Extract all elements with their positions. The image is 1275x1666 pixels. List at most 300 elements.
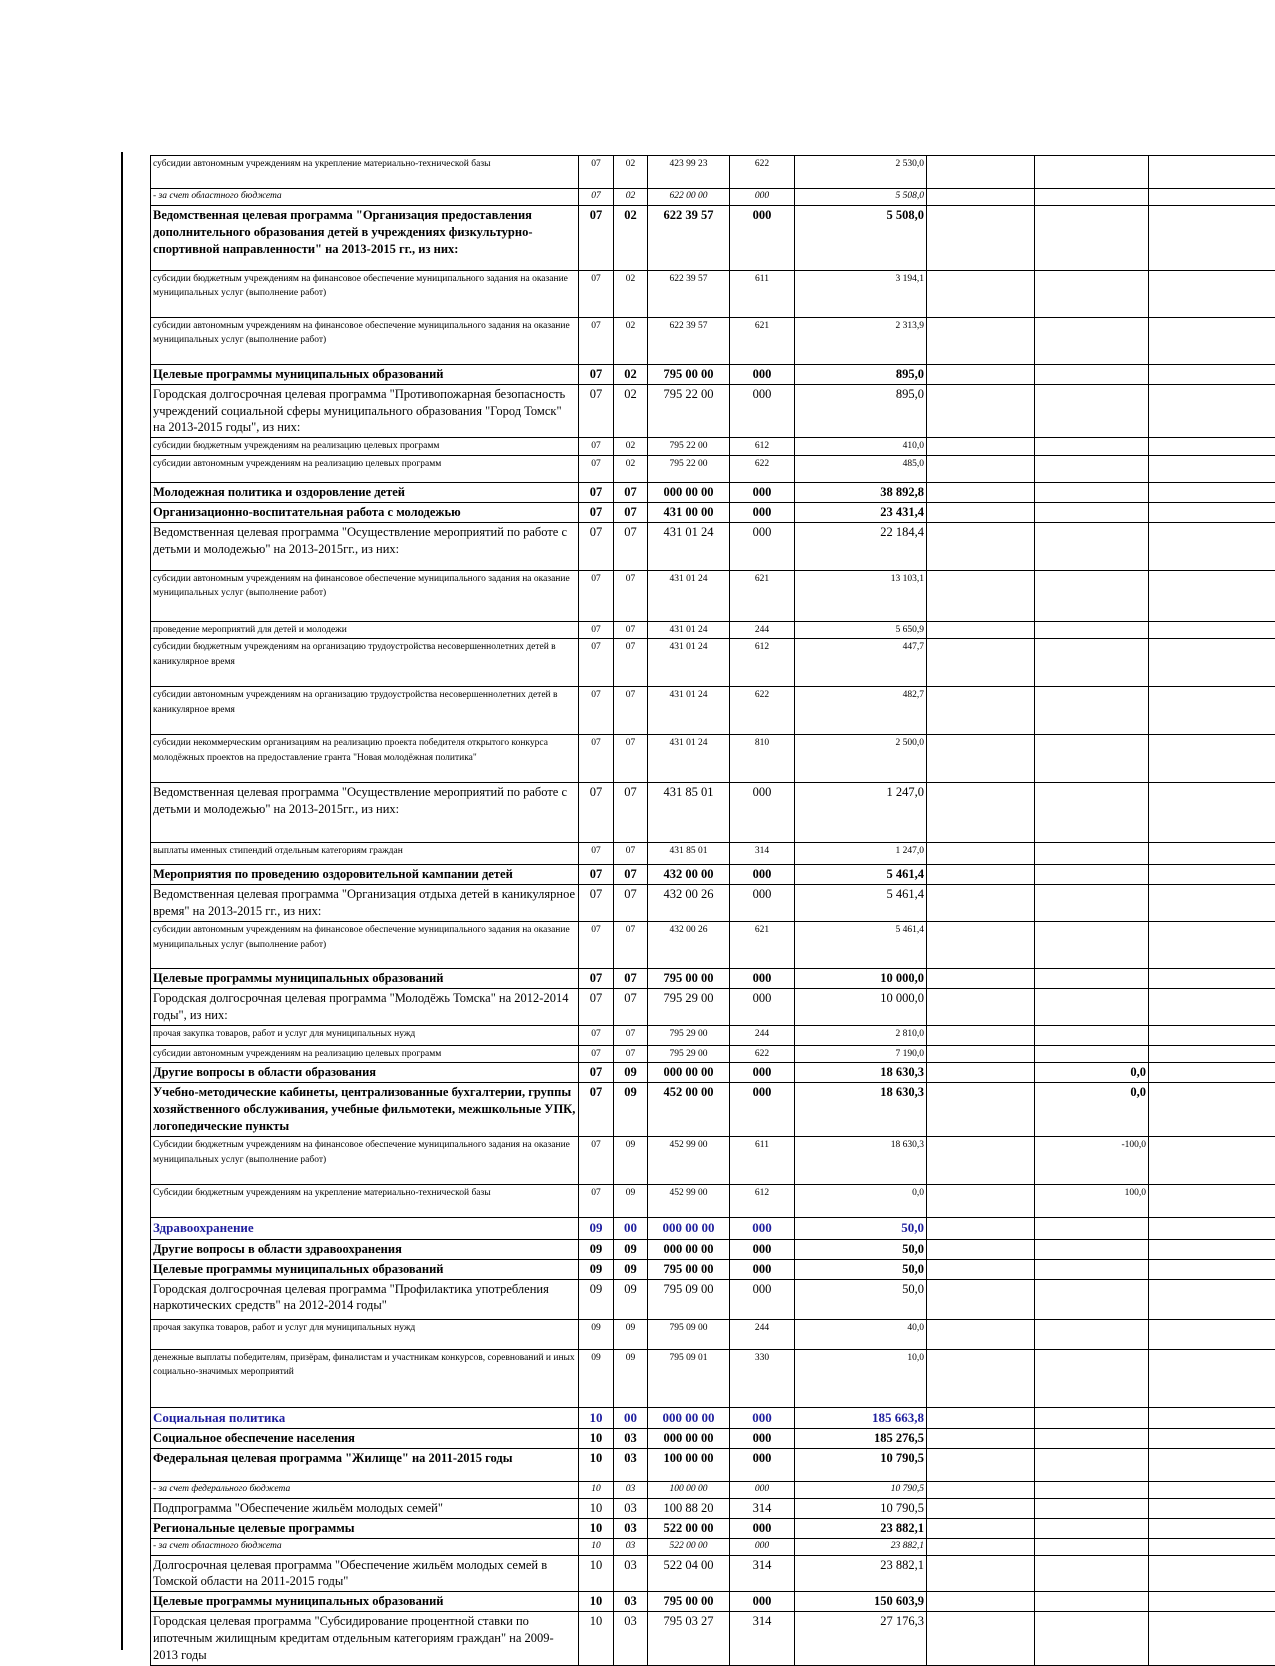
empty-cell: [1149, 364, 1275, 384]
table-row: [151, 1499, 1275, 1519]
row-name: Молодежная политика и оздоровление детей: [151, 482, 579, 502]
empty-cell: [1149, 1538, 1275, 1555]
subsection-code: 02: [614, 317, 648, 364]
expense-type-code: 000: [730, 865, 795, 885]
empty-cell: [927, 438, 1035, 456]
empty-cell: [927, 1279, 1035, 1319]
subsection-code: 02: [614, 270, 648, 317]
table-row: [151, 885, 1275, 922]
empty-cell: [1149, 969, 1275, 989]
empty-cell: [927, 1239, 1035, 1259]
row-name: Ведомственная целевая программа "Осуществление мероприятий по работе с детьми и молодежью" на 2013-2015гг., из них:: [151, 522, 579, 570]
amendment: [1035, 687, 1149, 735]
amendment: [1035, 317, 1149, 364]
expense-type-code: 000: [730, 1429, 795, 1449]
subsection-code: 09: [614, 1239, 648, 1259]
amount: 895,0: [795, 384, 927, 438]
target-article-code: 795 00 00: [648, 1592, 730, 1612]
empty-cell: [927, 502, 1035, 522]
amendment: [1035, 270, 1149, 317]
empty-cell: [927, 1538, 1035, 1555]
empty-cell: [927, 1217, 1035, 1239]
section-code: 07: [579, 482, 614, 502]
table-row: [151, 1217, 1275, 1239]
amount: 2 530,0: [795, 156, 927, 189]
amendment: [1035, 1449, 1149, 1482]
amendment: [1035, 570, 1149, 621]
target-article-code: 795 03 27: [648, 1612, 730, 1666]
section-code: 10: [579, 1592, 614, 1612]
row-name: прочая закупка товаров, работ и услуг для муниципальных нужд: [151, 1319, 579, 1349]
empty-cell: [1149, 1025, 1275, 1045]
section-code: 07: [579, 1184, 614, 1217]
table-row: [151, 364, 1275, 384]
amount: 185 276,5: [795, 1429, 927, 1449]
amendment: [1035, 455, 1149, 482]
row-name: Ведомственная целевая программа "Организация предоставления дополнительного образования детей в учреждениях физкультурно-спортивной направленности" на 2013-2015 гг., из них:: [151, 205, 579, 270]
section-code: 07: [579, 438, 614, 456]
table-row: [151, 969, 1275, 989]
subsection-code: 03: [614, 1482, 648, 1499]
expense-type-code: 611: [730, 270, 795, 317]
expense-type-code: 000: [730, 885, 795, 922]
target-article-code: 452 99 00: [648, 1184, 730, 1217]
empty-cell: [1149, 1217, 1275, 1239]
empty-cell: [1149, 1518, 1275, 1538]
empty-cell: [1149, 482, 1275, 502]
amount: 1 247,0: [795, 783, 927, 843]
table-row: [151, 1025, 1275, 1045]
table-row: [151, 639, 1275, 687]
empty-cell: [1149, 1063, 1275, 1083]
expense-type-code: 622: [730, 156, 795, 189]
amendment: [1035, 1279, 1149, 1319]
target-article-code: 795 22 00: [648, 384, 730, 438]
amount: 5 461,4: [795, 865, 927, 885]
expense-type-code: 000: [730, 1279, 795, 1319]
row-name: субсидии автономным учреждениям на финансовое обеспечение муниципального задания на оказание муниципальных услуг (выполнение работ): [151, 922, 579, 969]
amendment: [1035, 502, 1149, 522]
row-name: субсидии автономным учреждениям на финансовое обеспечение муниципального задания на оказание муниципальных услуг (выполнение работ): [151, 317, 579, 364]
empty-cell: [1149, 783, 1275, 843]
expense-type-code: 244: [730, 1319, 795, 1349]
expense-type-code: 810: [730, 735, 795, 783]
subsection-code: 09: [614, 1184, 648, 1217]
expense-type-code: 314: [730, 1612, 795, 1666]
row-name: прочая закупка товаров, работ и услуг для муниципальных нужд: [151, 1025, 579, 1045]
amendment: [1035, 189, 1149, 206]
expense-type-code: 000: [730, 969, 795, 989]
row-name: Региональные целевые программы: [151, 1518, 579, 1538]
table-row: [151, 1612, 1275, 1666]
table-row: [151, 988, 1275, 1025]
table-row: [151, 1449, 1275, 1482]
target-article-code: 622 39 57: [648, 270, 730, 317]
expense-type-code: 000: [730, 1592, 795, 1612]
empty-cell: [927, 1045, 1035, 1063]
empty-cell: [1149, 384, 1275, 438]
empty-cell: [1149, 1612, 1275, 1666]
amendment: [1035, 1025, 1149, 1045]
row-name: Социальная политика: [151, 1407, 579, 1429]
empty-cell: [1149, 1592, 1275, 1612]
subsection-code: 03: [614, 1449, 648, 1482]
subsection-code: 07: [614, 735, 648, 783]
empty-cell: [927, 1259, 1035, 1279]
amount: 40,0: [795, 1319, 927, 1349]
row-name: Мероприятия по проведению оздоровительной кампании детей: [151, 865, 579, 885]
empty-cell: [1149, 922, 1275, 969]
subsection-code: 00: [614, 1217, 648, 1239]
subsection-code: 07: [614, 1025, 648, 1045]
amendment: [1035, 783, 1149, 843]
target-article-code: 795 22 00: [648, 438, 730, 456]
table-row: [151, 156, 1275, 189]
amendment: 0,0: [1035, 1083, 1149, 1137]
empty-cell: [927, 384, 1035, 438]
empty-cell: [1149, 1349, 1275, 1407]
section-code: 10: [579, 1555, 614, 1592]
table-row: [151, 843, 1275, 865]
subsection-code: 02: [614, 205, 648, 270]
subsection-code: 07: [614, 502, 648, 522]
empty-cell: [1149, 1045, 1275, 1063]
expense-type-code: 000: [730, 1518, 795, 1538]
target-article-code: 000 00 00: [648, 1239, 730, 1259]
expense-type-code: 000: [730, 1407, 795, 1429]
target-article-code: 431 85 01: [648, 783, 730, 843]
row-name: субсидии автономным учреждениям на реализацию целевых программ: [151, 1045, 579, 1063]
amendment: [1035, 205, 1149, 270]
target-article-code: 795 09 01: [648, 1349, 730, 1407]
empty-cell: [927, 1499, 1035, 1519]
amendment: [1035, 1429, 1149, 1449]
row-name: Другие вопросы в области здравоохранения: [151, 1239, 579, 1259]
row-name: субсидии бюджетным учреждениям на финансовое обеспечение муниципального задания на оказание муниципальных услуг (выполнение работ): [151, 270, 579, 317]
row-name: Целевые программы муниципальных образований: [151, 364, 579, 384]
subsection-code: 07: [614, 865, 648, 885]
expense-type-code: 622: [730, 455, 795, 482]
section-code: 07: [579, 455, 614, 482]
amendment: [1035, 1592, 1149, 1612]
subsection-code: 03: [614, 1538, 648, 1555]
section-code: 07: [579, 687, 614, 735]
target-article-code: 431 85 01: [648, 843, 730, 865]
section-code: 07: [579, 783, 614, 843]
empty-cell: [927, 1555, 1035, 1592]
empty-cell: [1149, 502, 1275, 522]
target-article-code: 100 00 00: [648, 1482, 730, 1499]
amount: 10 790,5: [795, 1482, 927, 1499]
expense-type-code: 000: [730, 502, 795, 522]
row-name: Здравоохранение: [151, 1217, 579, 1239]
amendment: [1035, 969, 1149, 989]
amendment: [1035, 735, 1149, 783]
section-code: 07: [579, 988, 614, 1025]
amount: 447,7: [795, 639, 927, 687]
table-row: [151, 1083, 1275, 1137]
amount: 895,0: [795, 364, 927, 384]
empty-cell: [1149, 1136, 1275, 1184]
section-code: 07: [579, 502, 614, 522]
subsection-code: 07: [614, 922, 648, 969]
row-name: Целевые программы муниципальных образований: [151, 1592, 579, 1612]
amount: 23 882,1: [795, 1538, 927, 1555]
amount: 5 508,0: [795, 189, 927, 206]
subsection-code: 03: [614, 1612, 648, 1666]
amendment: [1035, 1045, 1149, 1063]
empty-cell: [1149, 1319, 1275, 1349]
subsection-code: 07: [614, 885, 648, 922]
empty-cell: [1149, 1279, 1275, 1319]
table-row: [151, 1429, 1275, 1449]
subsection-code: 07: [614, 783, 648, 843]
section-code: 07: [579, 270, 614, 317]
amount: 10 000,0: [795, 969, 927, 989]
row-name: Субсидии бюджетным учреждениям на укрепление материально-технической базы: [151, 1184, 579, 1217]
empty-cell: [1149, 1555, 1275, 1592]
subsection-code: 07: [614, 570, 648, 621]
table-row: [151, 384, 1275, 438]
subsection-code: 09: [614, 1259, 648, 1279]
empty-cell: [927, 1592, 1035, 1612]
amount: 2 810,0: [795, 1025, 927, 1045]
row-name: Другие вопросы в области образования: [151, 1063, 579, 1083]
table-row: [151, 438, 1275, 456]
section-code: 07: [579, 1063, 614, 1083]
row-name: Городская долгосрочная целевая программа "Противопожарная безопасность учреждений социальной сферы муниципального образования "Город Томск" на 2013-2015 годы", из них:: [151, 384, 579, 438]
empty-cell: [927, 969, 1035, 989]
amount: 38 892,8: [795, 482, 927, 502]
subsection-code: 09: [614, 1136, 648, 1184]
subsection-code: 09: [614, 1063, 648, 1083]
section-code: 10: [579, 1518, 614, 1538]
amount: 50,0: [795, 1217, 927, 1239]
expense-type-code: 000: [730, 1538, 795, 1555]
subsection-code: 07: [614, 522, 648, 570]
subsection-code: 07: [614, 843, 648, 865]
empty-cell: [927, 156, 1035, 189]
expense-type-code: 330: [730, 1349, 795, 1407]
target-article-code: 522 00 00: [648, 1538, 730, 1555]
empty-cell: [1149, 1259, 1275, 1279]
amount: 22 184,4: [795, 522, 927, 570]
row-name: субсидии автономным учреждениям на реализацию целевых программ: [151, 455, 579, 482]
expense-type-code: 612: [730, 639, 795, 687]
amount: 485,0: [795, 455, 927, 482]
empty-cell: [1149, 1407, 1275, 1429]
amount: 5 461,4: [795, 885, 927, 922]
subsection-code: 07: [614, 1045, 648, 1063]
amount: 2 500,0: [795, 735, 927, 783]
section-code: 07: [579, 1045, 614, 1063]
target-article-code: 452 00 00: [648, 1083, 730, 1137]
section-code: 09: [579, 1259, 614, 1279]
subsection-code: 02: [614, 364, 648, 384]
table-row: [151, 522, 1275, 570]
subsection-code: 07: [614, 687, 648, 735]
amount: 1 247,0: [795, 843, 927, 865]
amount: 7 190,0: [795, 1045, 927, 1063]
amendment: [1035, 1239, 1149, 1259]
row-name: Долгосрочная целевая программа "Обеспечение жильём молодых семей в Томской области на 2011-2015 годы": [151, 1555, 579, 1592]
row-name: - за счет федерального бюджета: [151, 1482, 579, 1499]
target-article-code: 423 99 23: [648, 156, 730, 189]
amount: 50,0: [795, 1239, 927, 1259]
subsection-code: 03: [614, 1555, 648, 1592]
subsection-code: 07: [614, 969, 648, 989]
amendment: [1035, 922, 1149, 969]
amount: 5 461,4: [795, 922, 927, 969]
section-code: 07: [579, 205, 614, 270]
row-name: Учебно-методические кабинеты, централизованные бухгалтерии, группы хозяйственного обслуживания, учебные фильмотеки, межшкольные УПК, логопедические пункты: [151, 1083, 579, 1137]
empty-cell: [927, 1612, 1035, 1666]
amount: 3 194,1: [795, 270, 927, 317]
expense-type-code: 000: [730, 988, 795, 1025]
row-name: Ведомственная целевая программа "Осуществление мероприятий по работе с детьми и молодежью" на 2013-2015гг., из них:: [151, 783, 579, 843]
table-row: [151, 1555, 1275, 1592]
target-article-code: 795 09 00: [648, 1279, 730, 1319]
row-name: - за счет областного бюджета: [151, 1538, 579, 1555]
expense-type-code: 000: [730, 189, 795, 206]
subsection-code: 03: [614, 1429, 648, 1449]
row-name: субсидии бюджетным учреждениям на организацию трудоустройства несовершеннолетних детей в каникулярное время: [151, 639, 579, 687]
amendment: [1035, 865, 1149, 885]
target-article-code: 000 00 00: [648, 482, 730, 502]
section-code: 07: [579, 1136, 614, 1184]
amendment: [1035, 364, 1149, 384]
empty-cell: [1149, 843, 1275, 865]
amount: 50,0: [795, 1259, 927, 1279]
target-article-code: 000 00 00: [648, 1217, 730, 1239]
empty-cell: [1149, 687, 1275, 735]
section-code: 10: [579, 1407, 614, 1429]
empty-cell: [927, 364, 1035, 384]
row-name: Городская целевая программа "Субсидирование процентной ставки по ипотечным жилищным кредитам отдельным категориям граждан" на 2009-2013 годы: [151, 1612, 579, 1666]
expense-type-code: 612: [730, 438, 795, 456]
target-article-code: 431 01 24: [648, 687, 730, 735]
amount: 10 790,5: [795, 1499, 927, 1519]
amendment: [1035, 1499, 1149, 1519]
subsection-code: 02: [614, 189, 648, 206]
amount: 50,0: [795, 1279, 927, 1319]
empty-cell: [927, 885, 1035, 922]
subsection-code: 03: [614, 1518, 648, 1538]
section-code: 07: [579, 639, 614, 687]
amendment: [1035, 384, 1149, 438]
target-article-code: 000 00 00: [648, 1063, 730, 1083]
amendment: -100,0: [1035, 1136, 1149, 1184]
empty-cell: [927, 1025, 1035, 1045]
empty-cell: [927, 1449, 1035, 1482]
table-row: [151, 1538, 1275, 1555]
target-article-code: 522 04 00: [648, 1555, 730, 1592]
table-row: [151, 1136, 1275, 1184]
amount: 10,0: [795, 1349, 927, 1407]
expense-type-code: 611: [730, 1136, 795, 1184]
expense-type-code: 000: [730, 1449, 795, 1482]
amount: 482,7: [795, 687, 927, 735]
section-code: 07: [579, 317, 614, 364]
row-name: субсидии некоммерческим организациям на реализацию проекта победителя открытого конкурса молодёжных проектов на предоставление гранта "Новая молодёжная политика": [151, 735, 579, 783]
amount: 18 630,3: [795, 1083, 927, 1137]
empty-cell: [1149, 865, 1275, 885]
target-article-code: 100 00 00: [648, 1449, 730, 1482]
expense-type-code: 622: [730, 1045, 795, 1063]
table-row: [151, 1349, 1275, 1407]
amendment: [1035, 1259, 1149, 1279]
row-name: Подпрограмма "Обеспечение жильём молодых семей": [151, 1499, 579, 1519]
empty-cell: [927, 1083, 1035, 1137]
section-code: 10: [579, 1482, 614, 1499]
table-row: [151, 735, 1275, 783]
empty-cell: [1149, 1449, 1275, 1482]
amount: 23 882,1: [795, 1555, 927, 1592]
empty-cell: [927, 270, 1035, 317]
table-row: [151, 621, 1275, 639]
table-row: [151, 502, 1275, 522]
empty-cell: [1149, 522, 1275, 570]
empty-cell: [1149, 1083, 1275, 1137]
table-row: [151, 570, 1275, 621]
section-code: 07: [579, 156, 614, 189]
section-code: 09: [579, 1217, 614, 1239]
target-article-code: 432 00 00: [648, 865, 730, 885]
subsection-code: 03: [614, 1499, 648, 1519]
empty-cell: [1149, 156, 1275, 189]
expense-type-code: 000: [730, 1083, 795, 1137]
section-code: 10: [579, 1449, 614, 1482]
table-row: [151, 1045, 1275, 1063]
subsection-code: 07: [614, 621, 648, 639]
subsection-code: 07: [614, 482, 648, 502]
empty-cell: [1149, 1184, 1275, 1217]
target-article-code: 432 00 26: [648, 922, 730, 969]
amount: 2 313,9: [795, 317, 927, 364]
table-row: [151, 270, 1275, 317]
table-row: [151, 1518, 1275, 1538]
table-row: [151, 1592, 1275, 1612]
table-body: [151, 156, 1275, 1666]
expense-type-code: 000: [730, 384, 795, 438]
subsection-code: 09: [614, 1083, 648, 1137]
empty-cell: [927, 843, 1035, 865]
amount: 410,0: [795, 438, 927, 456]
subsection-code: 00: [614, 1407, 648, 1429]
subsection-code: 09: [614, 1349, 648, 1407]
table-row: [151, 1407, 1275, 1429]
target-article-code: 431 00 00: [648, 502, 730, 522]
target-article-code: 431 01 24: [648, 639, 730, 687]
section-code: 07: [579, 1025, 614, 1045]
section-code: 10: [579, 1429, 614, 1449]
expense-type-code: 314: [730, 1555, 795, 1592]
expense-type-code: 000: [730, 1259, 795, 1279]
empty-cell: [1149, 639, 1275, 687]
target-article-code: 795 00 00: [648, 364, 730, 384]
amount: 18 630,3: [795, 1063, 927, 1083]
row-name: Городская долгосрочная целевая программа "Молодёжь Томска" на 2012-2014 годы", из них:: [151, 988, 579, 1025]
amendment: [1035, 1612, 1149, 1666]
table-row: [151, 783, 1275, 843]
table-row: [151, 687, 1275, 735]
empty-cell: [1149, 570, 1275, 621]
row-name: выплаты именных стипендий отдельным категориям граждан: [151, 843, 579, 865]
section-code: 07: [579, 865, 614, 885]
empty-cell: [927, 1319, 1035, 1349]
expense-type-code: 000: [730, 522, 795, 570]
empty-cell: [1149, 1429, 1275, 1449]
